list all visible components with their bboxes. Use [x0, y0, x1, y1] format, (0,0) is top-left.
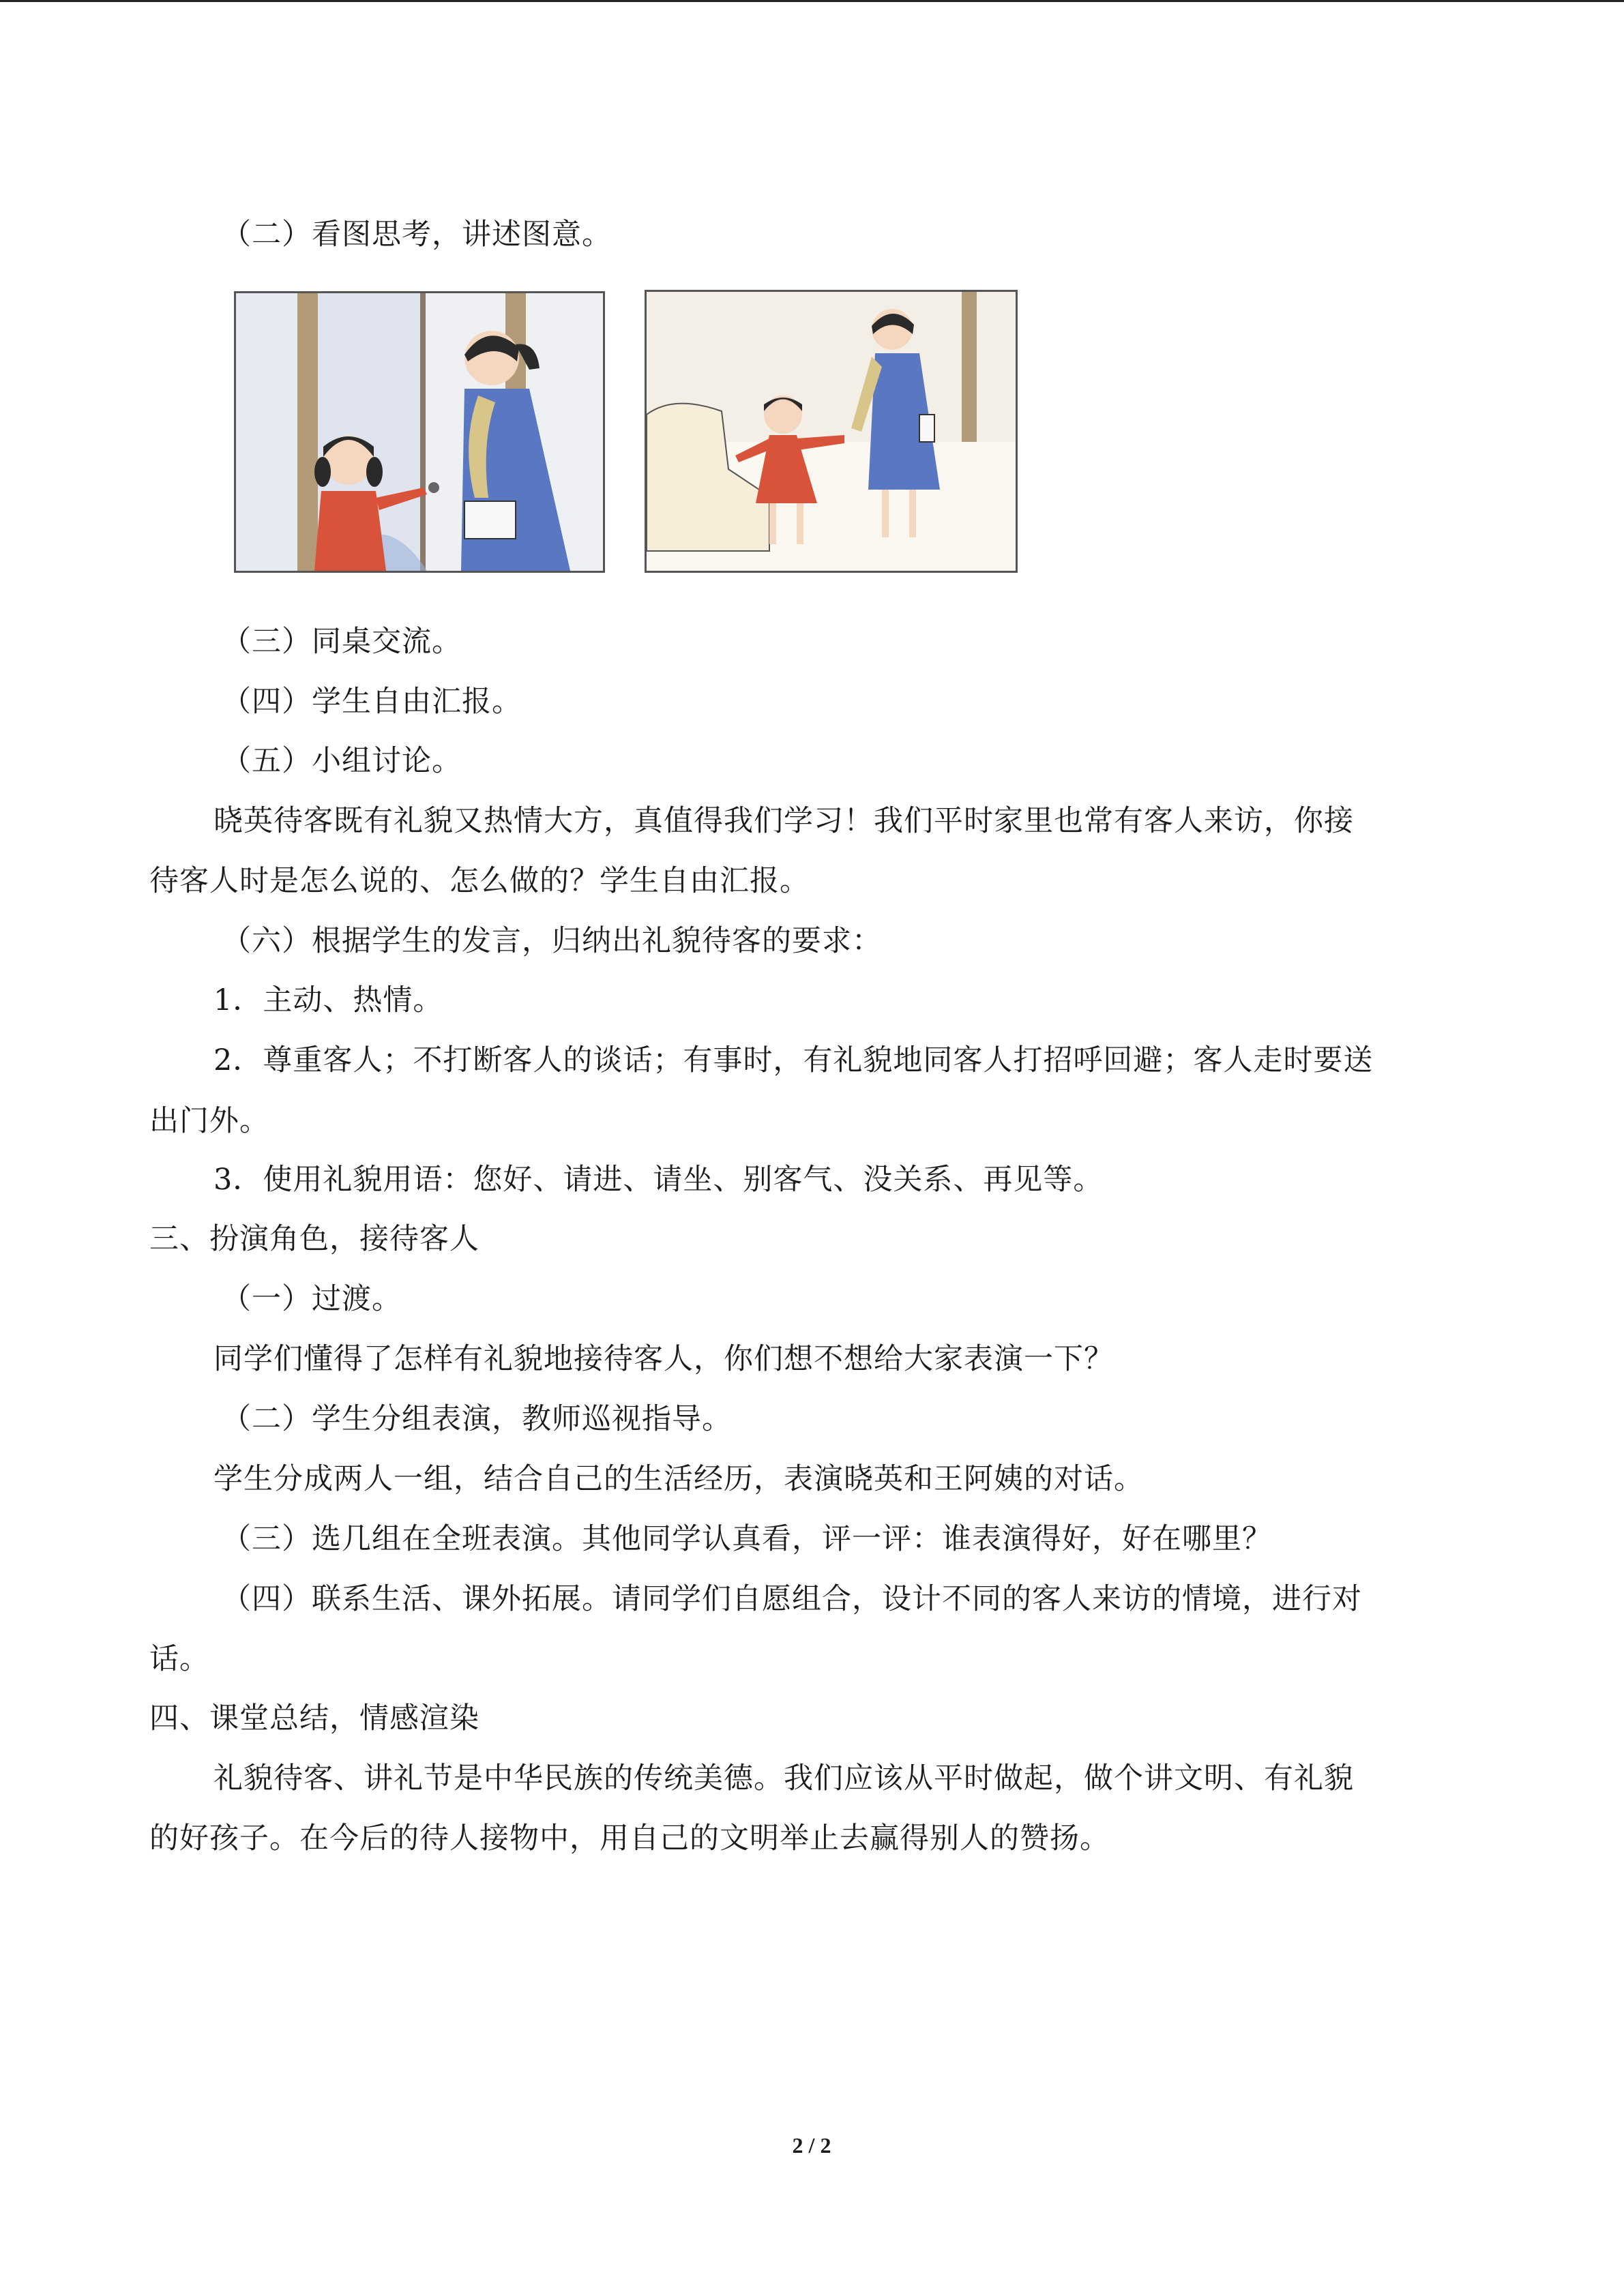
- paragraph-3: （三）同桌交流。: [222, 625, 462, 659]
- section-3-item-1-text: 同学们懂得了怎样有礼貌地接待客人，你们想不想给大家表演一下？: [213, 1342, 1114, 1376]
- section-4-text-line-1: 礼貌待客、讲礼节是中华民族的传统美德。我们应该从平时做起，做个讲文明、有礼貌: [213, 1761, 1354, 1795]
- paragraph-5: （五）小组讨论。: [222, 744, 462, 778]
- paragraph-7: （六）根据学生的发言，归纳出礼貌待客的要求：: [222, 924, 882, 958]
- section-3-item-3: （三）选几组在全班表演。其他同学认真看，评一评：谁表演得好，好在哪里？: [222, 1522, 1272, 1556]
- top-border-rule: [0, 0, 1624, 2]
- girl-greeting-guest-illustration: [645, 290, 1018, 573]
- page-number: 2 / 2: [792, 2133, 831, 2158]
- paragraph-6-line-2: 待客人时是怎么说的、怎么做的？学生自由汇报。: [149, 864, 810, 898]
- section-3-item-4-line-2: 话。: [149, 1642, 209, 1676]
- section-3-item-1: （一）过渡。: [222, 1282, 402, 1316]
- requirement-1: 1．主动、热情。: [213, 983, 443, 1017]
- section-2-heading: （二）看图思考，讲述图意。: [222, 218, 612, 252]
- requirement-2-line-1: 2．尊重客人；不打断客人的谈话；有事时，有礼貌地同客人打招呼回避；客人走时要送: [213, 1043, 1374, 1077]
- requirement-2-line-2: 出门外。: [149, 1104, 269, 1138]
- requirement-3: 3．使用礼貌用语：您好、请进、请坐、别客气、没关系、再见等。: [213, 1163, 1104, 1197]
- section-4-text-line-2: 的好孩子。在今后的待人接物中，用自己的文明举止去赢得别人的赞扬。: [149, 1821, 1110, 1855]
- paragraph-6-line-1: 晓英待客既有礼貌又热情大方，真值得我们学习！我们平时家里也常有客人来访，你接: [213, 804, 1354, 838]
- door-scene-svg: [236, 293, 603, 571]
- paragraph-4: （四）学生自由汇报。: [222, 685, 522, 719]
- section-4-heading: 四、课堂总结，情感渲染: [149, 1701, 479, 1735]
- section-3-heading: 三、扮演角色，接待客人: [149, 1222, 479, 1256]
- section-3-item-2: （二）学生分组表演，教师巡视指导。: [222, 1402, 732, 1436]
- greeting-scene-svg: [647, 292, 1016, 571]
- girl-opening-door-illustration: [234, 291, 605, 573]
- section-3-item-2-text: 学生分成两人一组，结合自己的生活经历，表演晓英和王阿姨的对话。: [213, 1462, 1144, 1496]
- section-3-item-4-line-1: （四）联系生活、课外拓展。请同学们自愿组合，设计不同的客人来访的情境，进行对: [222, 1582, 1362, 1616]
